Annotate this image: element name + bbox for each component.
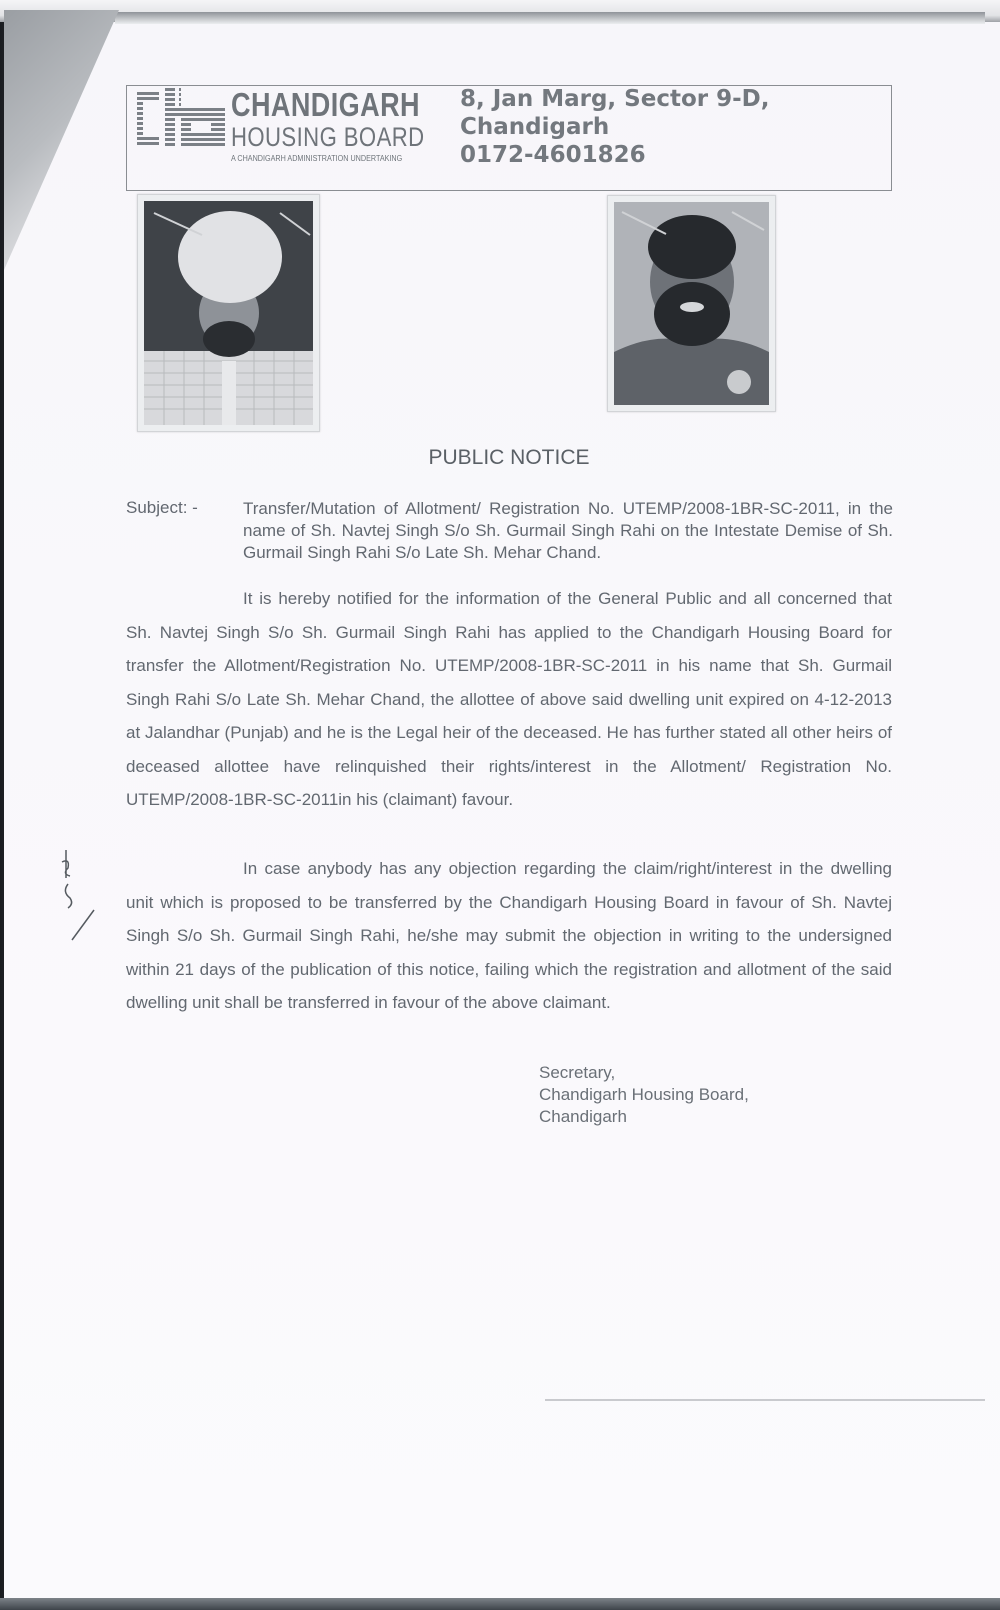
signatory-city: Chandigarh xyxy=(539,1107,627,1126)
applicant-photo-1 xyxy=(137,194,320,432)
applicant-photo-2 xyxy=(607,195,776,412)
subject-text: Transfer/Mutation of Allotment/ Registration No. UTEMP/2008-1BR-SC-2011, in the name of Sh. Navtej Singh S/o Sh. Gurmail Singh Rahi on the Intestate Demise of Sh. Gurmail Singh Rahi S/o Late Sh. Mehar Chand. xyxy=(243,499,893,562)
signatory-title: Secretary, xyxy=(539,1063,616,1082)
handwritten-initials-icon xyxy=(58,848,108,948)
notice-title xyxy=(0,446,1000,470)
address-line1: 8, Jan Marg, Sector 9-D, xyxy=(460,86,770,112)
org-tagline: A CHANDIGARH ADMINISTRATION UNDERTAKING xyxy=(231,154,403,163)
scan-fold-line xyxy=(545,1399,985,1401)
portrait-bearded-icon xyxy=(614,202,769,405)
subject-label: Subject: - xyxy=(126,498,198,517)
scan-bottom-edge xyxy=(0,1598,1000,1610)
org-name-line1: CHANDIGARH xyxy=(231,86,421,123)
notice-title-text: PUBLIC NOTICE xyxy=(428,446,590,469)
signature-block xyxy=(539,1062,749,1128)
chb-logo-icon xyxy=(137,86,227,158)
notice-paragraph-2: In case anybody has any objection regarding the claim/right/interest in the dwelling unit which is proposed to be transferred by the Chandigarh Housing Board in favour of Sh. Navtej Singh S/o Sh. Gurmail Singh Rahi, he/she may submit the objection in writing to the undersigned within 21 days of the publication of this notice, failing which the registration and allotment of the said dwelling unit shall be transferred in favour of the above claimant. xyxy=(126,859,892,1012)
letterhead xyxy=(126,85,892,191)
org-name-line2: HOUSING BOARD xyxy=(231,122,425,152)
address-line2: Chandigarh xyxy=(460,114,610,140)
portrait-turban-icon xyxy=(144,201,313,425)
phone-number: 0172-4601826 xyxy=(460,142,646,168)
page-top-shadow xyxy=(115,12,985,24)
notice-paragraph-1: It is hereby notified for the information of the General Public and all concerned that Sh. Navtej Singh S/o Sh. Gurmail Singh Rahi has applied to the Chandigarh Housing Board for transfer the Allotment/Registration No. UTEMP/2008-1BR-SC-2011 in his name that Sh. Gurmail Singh Rahi S/o Late Sh. Mehar Chand, the allottee of above said dwelling unit expired on 4-12-2013 at Jalandhar (Punjab) and he is the Legal heir of the deceased. He has further stated all other heirs of deceased allottee have relinquished their rights/interest in the Allotment/ Registration No. UTEMP/2008-1BR-SC-2011in his (claimant) favour. xyxy=(126,589,892,809)
signatory-org: Chandigarh Housing Board, xyxy=(539,1085,749,1104)
